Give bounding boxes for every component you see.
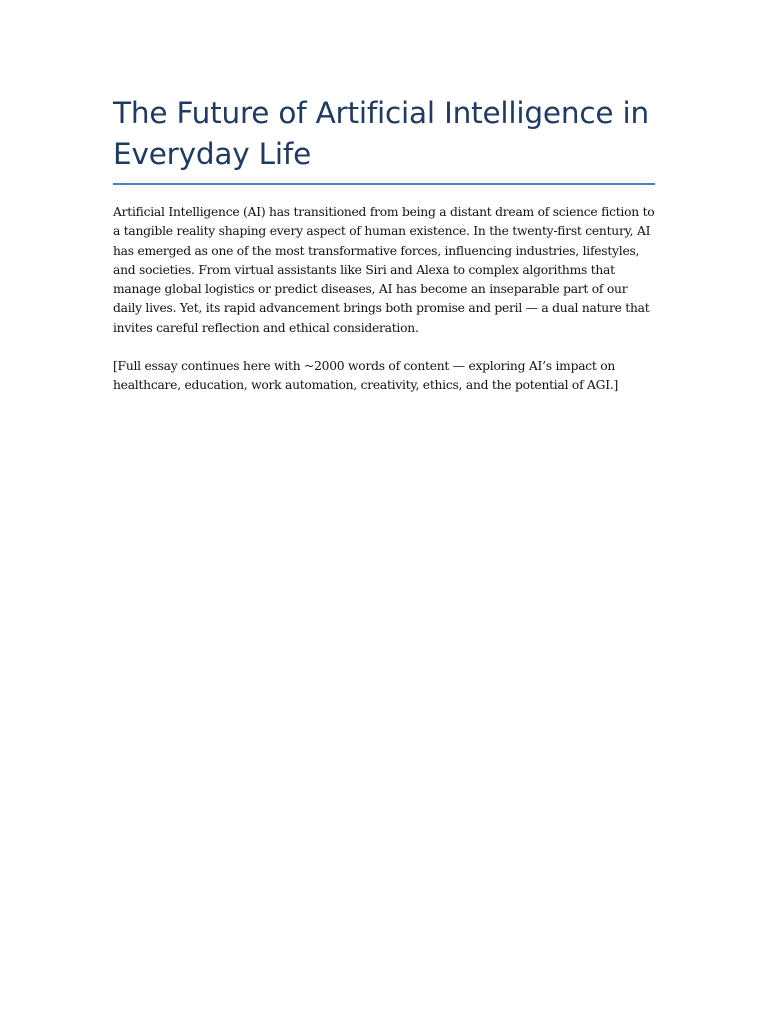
title-underline-divider [113, 183, 655, 185]
placeholder-paragraph: [Full essay continues here with ~2000 words of content — exploring AI’s impact on healthcare, education, work automation, creativity, ethics, and the potential of AGI.] [113, 359, 619, 393]
intro-paragraph: Artificial Intelligence (AI) has transitioned from being a distant dream of science fiction to a tangible reality shaping every aspect of human existence. In the twenty-first century, AI has emerged as one of the most transformative forces, influencing industries, lifestyles, and societies. From virtual assistants like Siri and Alexa to complex algorithms that manage global logistics or predict diseases, AI has become an inseparable part of our daily lives. Yet, its rapid advancement brings both promise and peril — a dual nature that invites careful reflection and ethical consideration. [113, 205, 655, 335]
document-body [113, 93, 655, 415]
document-title: The Future of Artificial Intelligence in Everyday Life [113, 96, 650, 171]
